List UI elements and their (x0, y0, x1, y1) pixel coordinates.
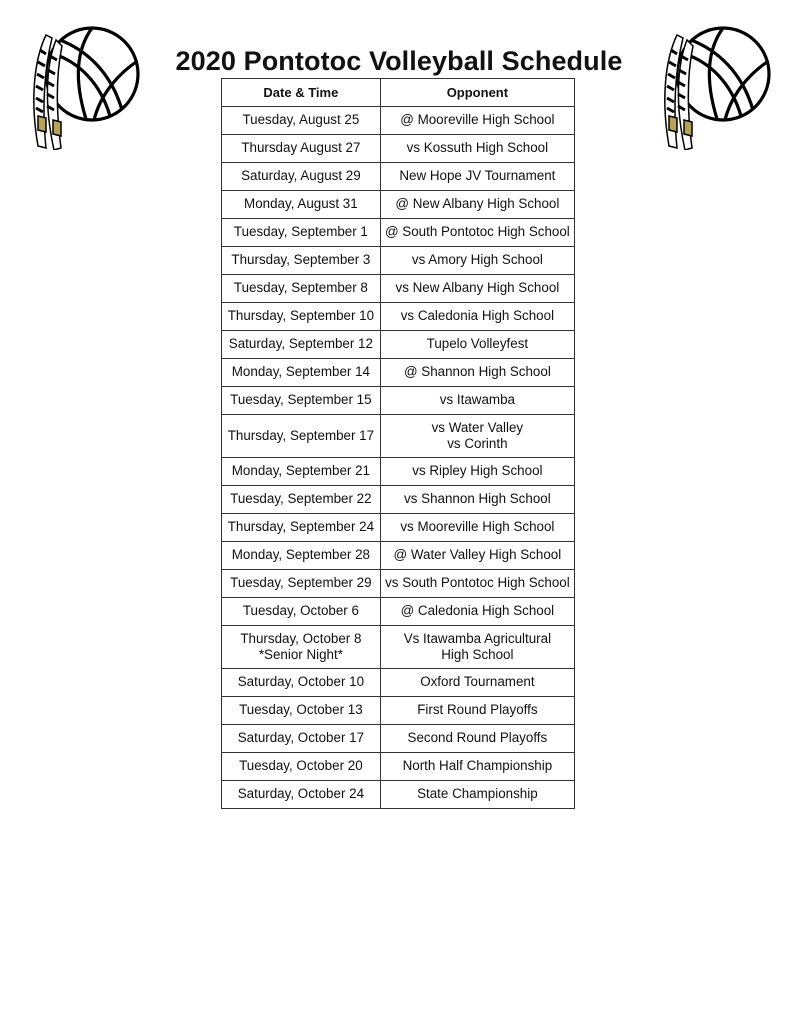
opponent-text: Second Round Playoffs (407, 730, 548, 746)
opponent-text: vs Mooreville High School (400, 519, 555, 535)
table-row (222, 485, 575, 513)
opponent-cell (380, 696, 574, 724)
opponent-cell (380, 190, 574, 218)
volleyball-feather-icon (16, 20, 144, 150)
date-text: Monday, September 28 (231, 547, 370, 563)
date-text: Monday, September 14 (231, 364, 370, 380)
table-row (222, 457, 575, 485)
opponent-text: North Half Championship (402, 758, 553, 774)
table-row (222, 330, 575, 358)
opponent-text: vs Water Valley (431, 420, 524, 435)
opponent-cell (380, 752, 574, 780)
opponent-cell (380, 386, 574, 414)
opponent-cell (380, 569, 574, 597)
date-text: Saturday, September 12 (228, 336, 373, 352)
opponent-text: Tupelo Volleyfest (426, 336, 529, 352)
date-cell (222, 302, 381, 330)
date-text: Tuesday, August 25 (242, 112, 360, 128)
date-text: Thursday, September 24 (227, 519, 375, 535)
opponent-cell (380, 330, 574, 358)
opponent-cell (380, 457, 574, 485)
date-text: Saturday, October 17 (237, 730, 365, 746)
table-row (222, 724, 575, 752)
date-cell (222, 513, 381, 541)
opponent-cell (380, 246, 574, 274)
date-cell (222, 246, 381, 274)
date-text: Monday, September 21 (231, 463, 370, 479)
opponent-column-header: Opponent (380, 79, 574, 107)
date-cell (222, 696, 381, 724)
opponent-text: @ New Albany High School (395, 196, 560, 212)
table-row (222, 246, 575, 274)
opponent-cell (380, 134, 574, 162)
schedule-table (221, 78, 575, 809)
date-cell (222, 485, 381, 513)
opponent-cell (380, 302, 574, 330)
opponent-cell (380, 358, 574, 386)
opponent-cell (380, 625, 574, 668)
date-cell (222, 569, 381, 597)
date-text: Tuesday, October 20 (239, 758, 363, 774)
date-cell (222, 134, 381, 162)
opponent-text: @ Water Valley High School (393, 547, 562, 563)
date-cell (222, 752, 381, 780)
date-cell (222, 358, 381, 386)
date-text: Thursday, September 10 (227, 308, 375, 324)
opponent-text: vs New Albany High School (395, 280, 560, 296)
opponent-text: vs Caledonia High School (400, 308, 555, 324)
date-column-header: Date & Time (222, 79, 381, 107)
opponent-text: vs Amory High School (411, 252, 543, 268)
date-cell (222, 162, 381, 190)
date-text: Tuesday, September 8 (233, 280, 368, 296)
opponent-text: State Championship (417, 786, 538, 802)
opponent-text: vs Ripley High School (412, 463, 543, 479)
date-text: Saturday, October 24 (237, 786, 365, 802)
opponent-text: @ Shannon High School (403, 364, 551, 380)
date-cell (222, 190, 381, 218)
table-row (222, 302, 575, 330)
volleyball-feather-icon (647, 20, 775, 150)
date-cell (222, 668, 381, 696)
date-cell (222, 274, 381, 302)
table-row (222, 752, 575, 780)
table-row (222, 668, 575, 696)
date-text: Thursday, September 3 (231, 252, 371, 268)
date-cell (222, 780, 381, 808)
table-row (222, 541, 575, 569)
table-row (222, 414, 575, 457)
date-text: Monday, August 31 (244, 196, 358, 212)
table-row (222, 134, 575, 162)
opponent-text: vs South Pontotoc High School (385, 575, 570, 591)
opponent-text: Vs Itawamba Agricultural (403, 631, 552, 646)
date-cell (222, 106, 381, 134)
opponent-text: vs Itawamba (439, 392, 515, 408)
table-row (222, 513, 575, 541)
opponent-cell (380, 274, 574, 302)
opponent-text: Oxford Tournament (420, 674, 535, 690)
date-text: Tuesday, September 1 (233, 224, 368, 240)
date-text: Saturday, August 29 (241, 168, 361, 184)
table-row (222, 780, 575, 808)
opponent-cell (380, 485, 574, 513)
opponent-text: @ Caledonia High School (400, 603, 555, 619)
table-row (222, 569, 575, 597)
date-text: Thursday, September 17 (227, 427, 375, 443)
opponent-text: First Round Playoffs (417, 702, 538, 718)
opponent-cell (380, 513, 574, 541)
date-cell (222, 218, 381, 246)
table-row (222, 358, 575, 386)
table-row (222, 597, 575, 625)
date-text: Tuesday, September 22 (230, 491, 372, 507)
opponent-cell (380, 597, 574, 625)
date-text: Tuesday, October 6 (242, 603, 359, 619)
opponent-cell (380, 724, 574, 752)
date-cell (222, 597, 381, 625)
opponent-text-line2: High School (441, 646, 514, 662)
opponent-cell (380, 106, 574, 134)
date-text: Saturday, October 10 (237, 674, 365, 690)
opponent-cell (380, 162, 574, 190)
page-title: 2020 Pontotoc Volleyball Schedule (175, 46, 623, 76)
date-text: Tuesday, September 29 (230, 575, 372, 591)
date-text: Thursday, October 8 (240, 631, 362, 646)
opponent-cell (380, 780, 574, 808)
opponent-text: @ Mooreville High School (400, 112, 555, 128)
opponent-text: vs Shannon High School (404, 491, 551, 507)
date-cell (222, 386, 381, 414)
opponent-text: New Hope JV Tournament (399, 168, 556, 184)
opponent-cell (380, 218, 574, 246)
date-text: Tuesday, October 13 (239, 702, 363, 718)
table-row (222, 625, 575, 668)
opponent-text: @ South Pontotoc High School (384, 224, 570, 240)
table-row (222, 696, 575, 724)
date-text: Thursday August 27 (241, 140, 361, 156)
date-cell (222, 724, 381, 752)
opponent-text-line2: vs Corinth (447, 435, 508, 451)
date-cell (222, 414, 381, 457)
table-row (222, 162, 575, 190)
table-row (222, 190, 575, 218)
opponent-cell (380, 414, 574, 457)
opponent-cell (380, 668, 574, 696)
table-row (222, 218, 575, 246)
table-row (222, 274, 575, 302)
date-cell (222, 625, 381, 668)
date-cell (222, 457, 381, 485)
date-text: Tuesday, September 15 (230, 392, 372, 408)
table-row (222, 386, 575, 414)
table-header-row (222, 79, 575, 107)
table-row (222, 106, 575, 134)
opponent-text: vs Kossuth High School (406, 140, 549, 156)
opponent-cell (380, 541, 574, 569)
date-cell (222, 330, 381, 358)
date-cell (222, 541, 381, 569)
date-note: *Senior Night* (258, 646, 343, 662)
